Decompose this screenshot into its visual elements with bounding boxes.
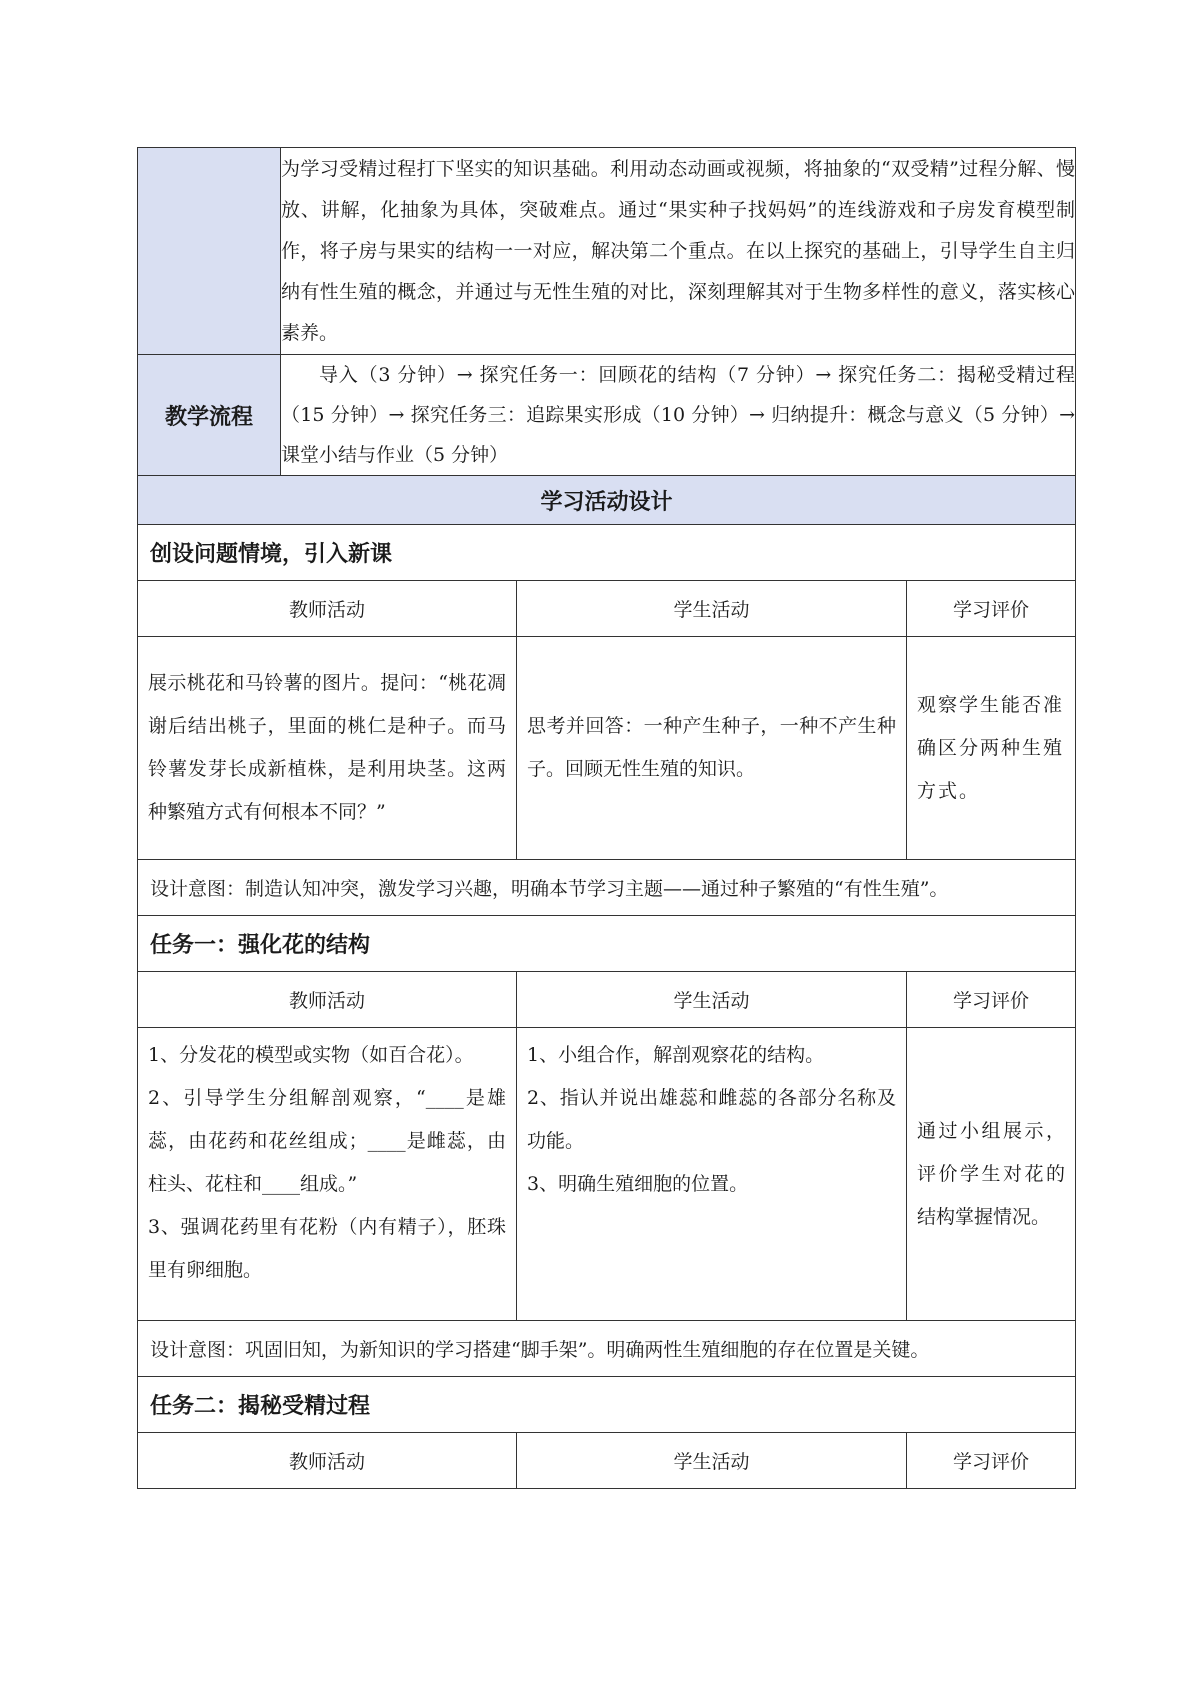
column-header-row: [138, 581, 1076, 637]
learning-evaluation: 通过小组展示，评价学生对花的结构掌握情况。: [907, 1028, 1076, 1321]
student-activity: [517, 637, 907, 860]
teacher-activity: [138, 1028, 517, 1321]
flow-row: [138, 355, 1076, 476]
student-activity: [517, 1028, 907, 1321]
student-col-header: 学生活动: [517, 972, 907, 1028]
student-step: 1、小组合作，解剖观察花的结构。: [527, 1044, 825, 1066]
student-activity-text: 思考并回答：一种产生种子，一种不产生种子。回顾无性生殖的知识。: [527, 715, 896, 780]
design-intent: 设计意图：巩固旧知，为新知识的学习搭建“脚手架”。明确两性生殖细胞的存在位置是关键。: [138, 1321, 1076, 1377]
lesson-plan-table: [137, 147, 1076, 1489]
section-title-row: [138, 1377, 1076, 1433]
teacher-col-header: 教师活动: [138, 581, 517, 637]
flow-label: 教学流程: [138, 355, 281, 476]
section-title: 创设问题情境，引入新课: [138, 525, 1076, 581]
intro-label-cell: [138, 148, 281, 355]
column-header-row: [138, 972, 1076, 1028]
lesson-plan-page: [137, 147, 1075, 1489]
teacher-col-header: 教师活动: [138, 972, 517, 1028]
teacher-col-header: 教师活动: [138, 1433, 517, 1489]
design-title-row: [138, 476, 1076, 525]
teacher-activity: [138, 637, 517, 860]
design-intent: 设计意图：制造认知冲突，激发学习兴趣，明确本节学习主题——通过种子繁殖的“有性生殖”。: [138, 860, 1076, 916]
section-title: 任务一：强化花的结构: [138, 916, 1076, 972]
intent-row: [138, 860, 1076, 916]
student-step: 3、明确生殖细胞的位置。: [527, 1173, 749, 1195]
teacher-activity-text: 展示桃花和马铃薯的图片。提问：“桃花凋谢后结出桃子，里面的桃仁是种子。而马铃薯发芽长成新植株，是利用块茎。这两种繁殖方式有何根本不同？”: [148, 672, 506, 823]
learning-evaluation: 观察学生能否准确区分两种生殖方式。: [907, 637, 1076, 860]
design-title: 学习活动设计: [138, 476, 1076, 525]
intro-text: 为学习受精过程打下坚实的知识基础。利用动态动画或视频，将抽象的“双受精”过程分解、慢放、讲解，化抽象为具体，突破难点。通过“果实种子找妈妈”的连线游戏和子房发育模型制作，将子房与果实的结构一一对应，解决第二个重点。在以上探究的基础上，引导学生自主归纳有性生殖的概念，并通过与无性生殖的对比，深刻理解其对于生物多样性的意义，落实核心素养。: [281, 148, 1076, 355]
intent-row: [138, 1321, 1076, 1377]
teacher-step: 2、引导学生分组解剖观察，“____是雄蕊，由花药和花丝组成；____是雌蕊，由柱头、花柱和____组成。”: [148, 1087, 506, 1195]
section-title-row: [138, 525, 1076, 581]
activity-row: [138, 1028, 1076, 1321]
student-col-header: 学生活动: [517, 1433, 907, 1489]
eval-col-header: 学习评价: [907, 581, 1076, 637]
teacher-step: 3、强调花药里有花粉（内有精子），胚珠里有卵细胞。: [148, 1216, 506, 1281]
student-col-header: 学生活动: [517, 581, 907, 637]
activity-row: [138, 637, 1076, 860]
student-step: 2、指认并说出雄蕊和雌蕊的各部分名称及功能。: [527, 1087, 896, 1152]
intro-row: [138, 148, 1076, 355]
eval-col-header: 学习评价: [907, 972, 1076, 1028]
eval-col-header: 学习评价: [907, 1433, 1076, 1489]
teacher-step: 1、分发花的模型或实物（如百合花）。: [148, 1044, 474, 1066]
flow-text: 导入（3 分钟）→ 探究任务一：回顾花的结构（7 分钟）→ 探究任务二：揭秘受精过程（15 分钟）→ 探究任务三：追踪果实形成（10 分钟）→ 归纳提升：概念与意义（5 分钟）→ 课堂小结与作业（5 分钟）: [281, 355, 1076, 476]
section-title: 任务二：揭秘受精过程: [138, 1377, 1076, 1433]
section-title-row: [138, 916, 1076, 972]
column-header-row: [138, 1433, 1076, 1489]
